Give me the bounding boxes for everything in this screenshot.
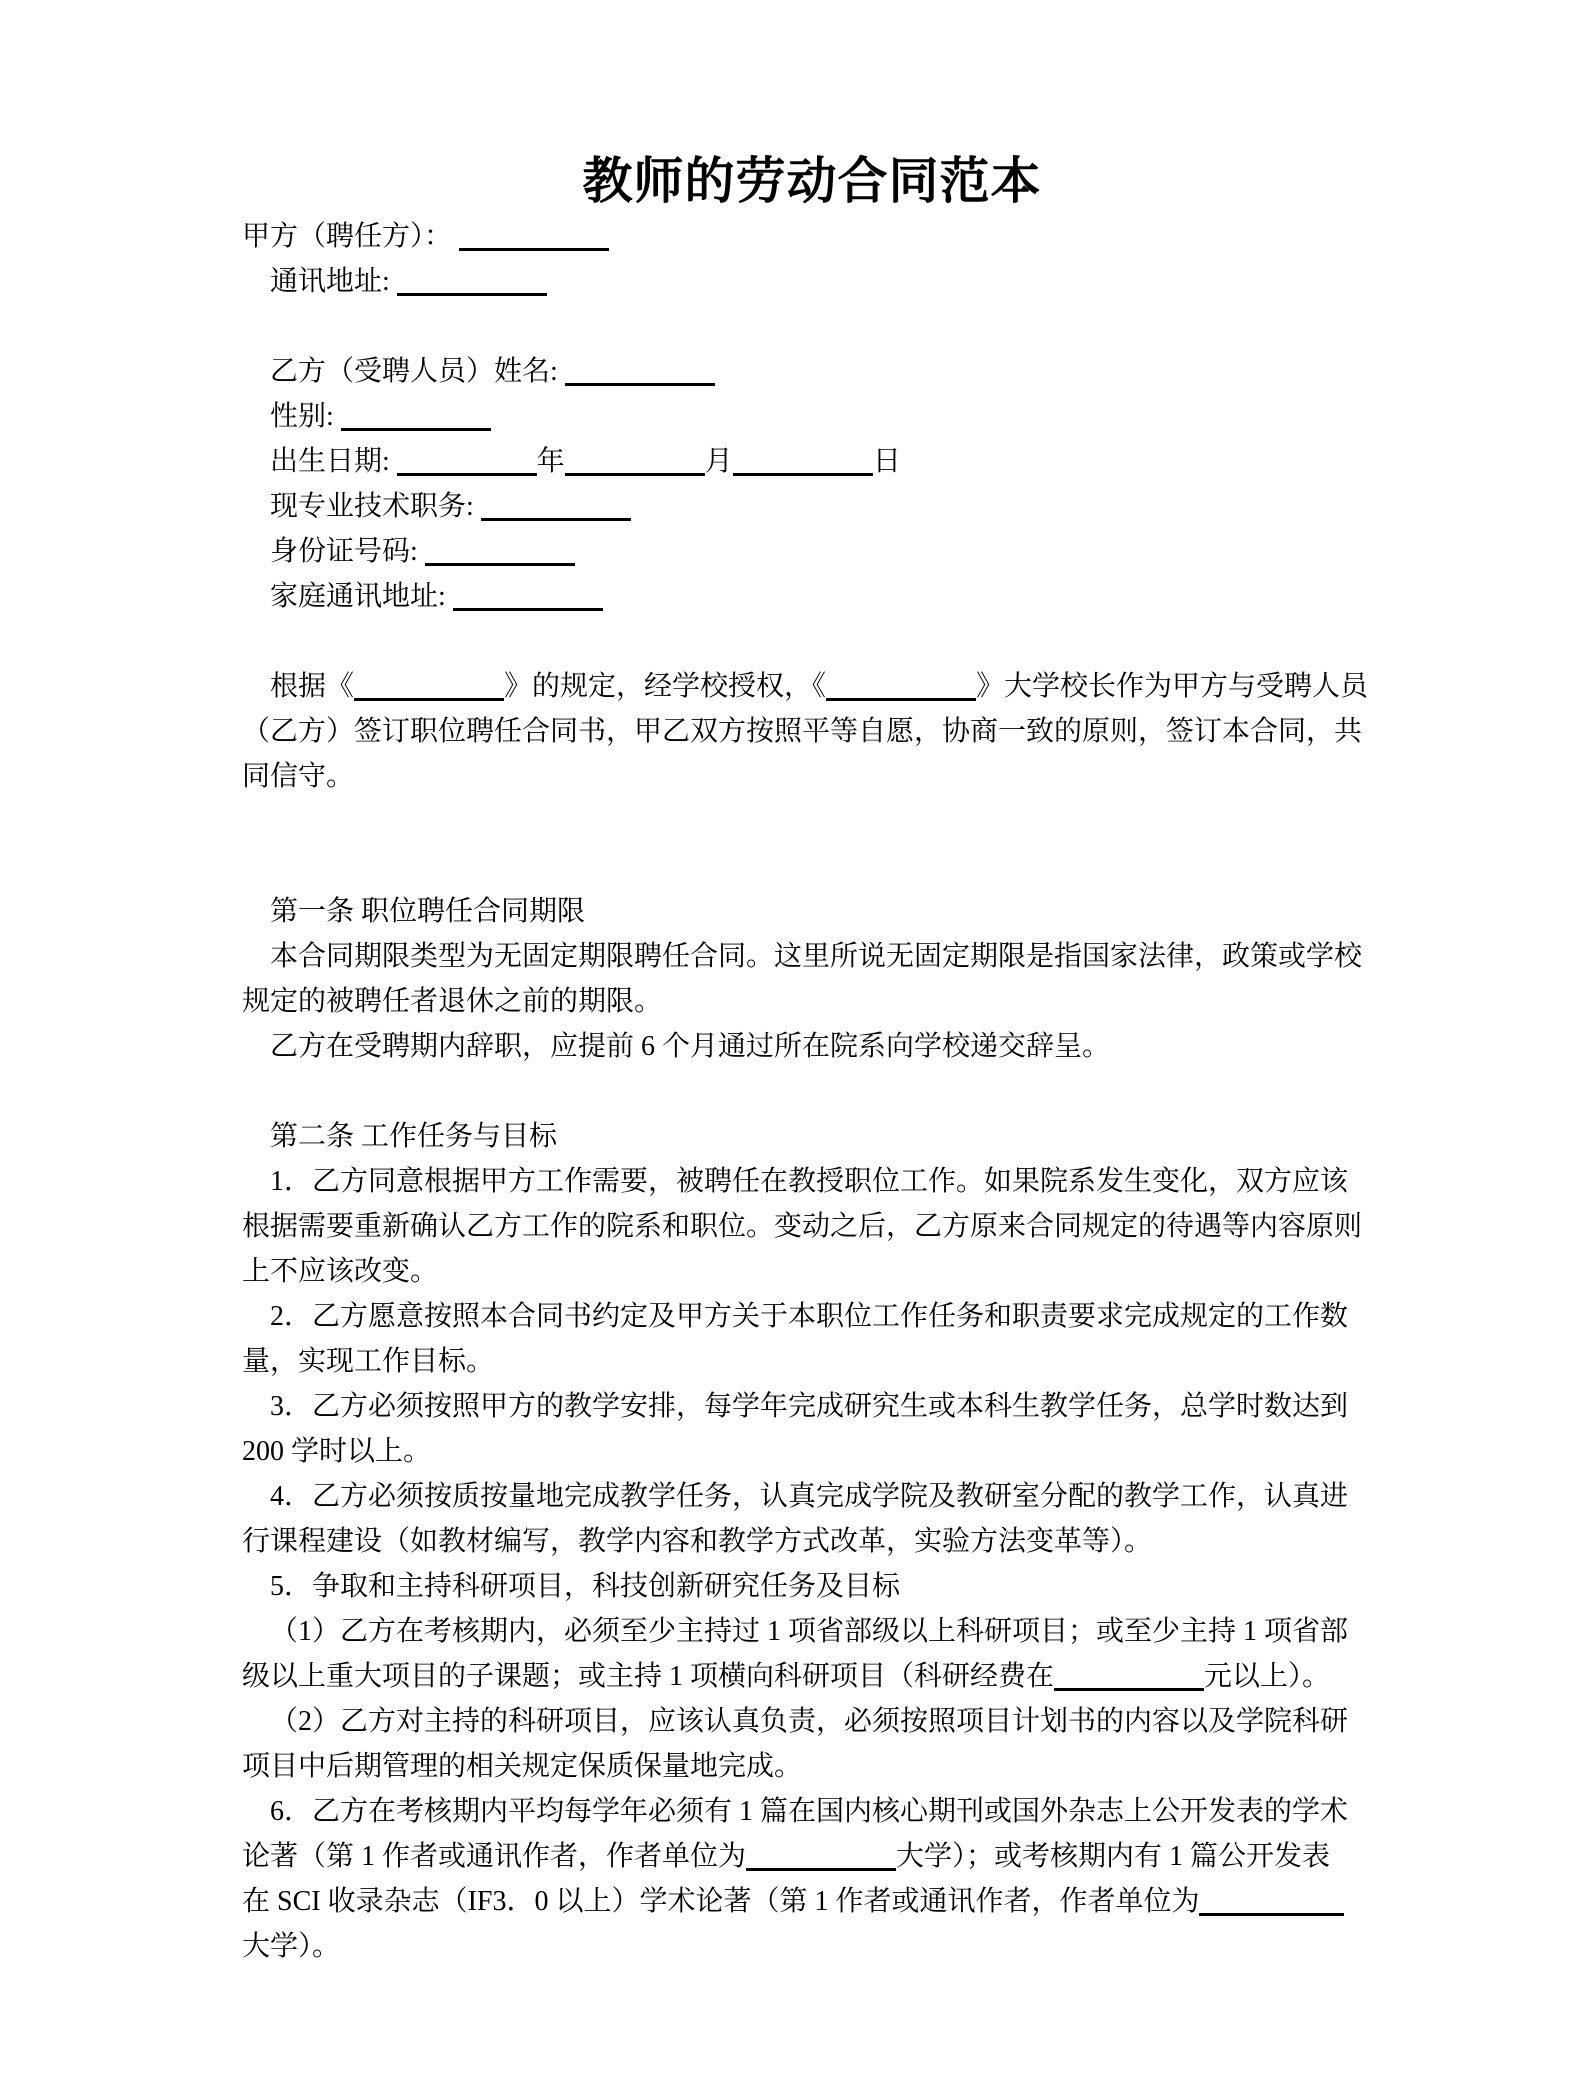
text-run: 1．乙方同意根据甲方工作需要，被聘任在教授职位工作。如果院系发生变化，双方应该 — [270, 1166, 1349, 1197]
text-line — [242, 664, 1382, 709]
text-line — [242, 259, 1382, 304]
text-line — [242, 484, 1382, 529]
text-run: 日 — [872, 446, 901, 477]
fill-in-blank-underline — [459, 216, 609, 251]
text-line — [242, 1294, 1382, 1339]
text-run: 》大学校长作为甲方与受聘人员 — [976, 671, 1369, 702]
text-run: 大学）。 — [242, 1931, 341, 1962]
text-run: 大学）；或考核期内有 1 篇公开发表 — [896, 1841, 1331, 1872]
blank-line — [242, 1069, 1382, 1114]
fill-in-blank-underline — [1199, 1881, 1344, 1916]
text-run: 6．乙方在考核期内平均每学年必须有 1 篇在国内核心期刊或国外杂志上公开发表的学术 — [270, 1796, 1349, 1827]
document-body — [242, 214, 1382, 1969]
text-line — [242, 529, 1382, 574]
fill-in-blank-underline — [425, 531, 575, 566]
text-run: 4．乙方必须按质按量地完成教学任务，认真完成学院及教研室分配的教学工作，认真进 — [270, 1481, 1349, 1512]
text-run: 根据《 — [270, 671, 355, 702]
text-run: 年 — [536, 446, 565, 477]
document-title: 教师的劳动合同范本 — [582, 153, 1042, 209]
text-run: 级以上重大项目的子课题；或主持 1 项横向科研项目（科研经费在 — [242, 1661, 1055, 1692]
text-run: 性别: — [270, 401, 341, 432]
text-run: 5．争取和主持科研项目，科技创新研究任务及目标 — [270, 1571, 901, 1602]
text-line — [242, 394, 1382, 439]
text-line — [242, 1744, 1382, 1789]
text-run: 现专业技术职务: — [270, 491, 481, 522]
text-line — [242, 1204, 1382, 1249]
text-line — [242, 439, 1382, 484]
text-line — [242, 709, 1382, 754]
text-run: 乙方（受聘人员）姓名: — [270, 356, 565, 387]
fill-in-blank-underline — [397, 261, 547, 296]
text-run: 元以上）。 — [1204, 1661, 1331, 1692]
text-run: 同信守。 — [242, 761, 355, 792]
text-line — [242, 1114, 1382, 1159]
text-line — [242, 1609, 1382, 1654]
text-line — [242, 889, 1382, 934]
fill-in-blank-underline — [565, 441, 705, 476]
text-run: （乙方）签订职位聘任合同书，甲乙双方按照平等自愿，协商一致的原则，签订本合同，共 — [242, 716, 1363, 747]
fill-in-blank-underline — [481, 486, 631, 521]
text-run: 》的规定，经学校授权，《 — [504, 671, 827, 702]
text-run: 出生日期: — [270, 446, 397, 477]
text-line — [242, 1789, 1382, 1834]
text-line — [242, 1519, 1382, 1564]
blank-line — [242, 304, 1382, 349]
text-line — [242, 574, 1382, 619]
text-line — [242, 1834, 1382, 1879]
text-run: 本合同期限类型为无固定期限聘任合同。这里所说无固定期限是指国家法律，政策或学校 — [270, 941, 1363, 972]
text-line — [242, 1249, 1382, 1294]
text-run: 在 SCI 收录杂志（IF3．0 以上）学术论著（第 1 作者或通讯作者，作者单位为 — [242, 1886, 1200, 1917]
text-line — [242, 1384, 1382, 1429]
text-line — [242, 1429, 1382, 1474]
fill-in-blank-underline — [397, 441, 537, 476]
text-line — [242, 1024, 1382, 1069]
text-line — [242, 349, 1382, 394]
text-run: 甲方（聘任方）： — [242, 221, 460, 252]
blank-line — [242, 844, 1382, 889]
text-run: 家庭通讯地址: — [270, 581, 453, 612]
text-run: 规定的被聘任者退休之前的期限。 — [242, 986, 663, 1017]
text-run: 项目中后期管理的相关规定保质保量地完成。 — [242, 1751, 803, 1782]
text-line — [242, 214, 1382, 259]
text-run: 根据需要重新确认乙方工作的院系和职位。变动之后，乙方原来合同规定的待遇等内容原则 — [242, 1211, 1363, 1242]
text-line — [242, 1159, 1382, 1204]
text-run: （1）乙方在考核期内，必须至少主持过 1 项省部级以上科研项目；或至少主持 1 项省部 — [270, 1616, 1349, 1647]
text-run: 行课程建设（如教材编写，教学内容和教学方式改革，实验方法变革等）。 — [242, 1526, 1153, 1557]
text-run: 上不应该改变。 — [242, 1256, 439, 1287]
text-run: 2．乙方愿意按照本合同书约定及甲方关于本职位工作任务和职责要求完成规定的工作数 — [270, 1301, 1349, 1332]
fill-in-blank-underline — [453, 576, 603, 611]
text-run: 乙方在受聘期内辞职，应提前 6 个月通过所在院系向学校递交辞呈。 — [270, 1031, 1111, 1062]
fill-in-blank-underline — [733, 441, 873, 476]
text-line — [242, 1699, 1382, 1744]
text-run: （2）乙方对主持的科研项目，应该认真负责，必须按照项目计划书的内容以及学院科研 — [270, 1706, 1349, 1737]
fill-in-blank-underline — [565, 351, 715, 386]
fill-in-blank-underline — [341, 396, 491, 431]
blank-line — [242, 619, 1382, 664]
text-line — [242, 1564, 1382, 1609]
fill-in-blank-underline — [826, 666, 976, 701]
fill-in-blank-underline — [354, 666, 504, 701]
text-run: 量，实现工作目标。 — [242, 1346, 495, 1377]
text-run: 第一条 职位聘任合同期限 — [270, 896, 586, 927]
text-run: 论著（第 1 作者或通讯作者，作者单位为 — [242, 1841, 747, 1872]
text-run: 3．乙方必须按照甲方的教学安排，每学年完成研究生或本科生教学任务，总学时数达到 — [270, 1391, 1349, 1422]
text-line — [242, 1474, 1382, 1519]
text-line — [242, 1879, 1382, 1924]
text-line — [242, 934, 1382, 979]
text-run: 200 学时以上。 — [242, 1436, 432, 1467]
text-line — [242, 1654, 1382, 1699]
fill-in-blank-underline — [746, 1836, 896, 1871]
text-run: 身份证号码: — [270, 536, 425, 567]
text-line — [242, 1339, 1382, 1384]
text-line — [242, 979, 1382, 1024]
text-line — [242, 1924, 1382, 1969]
text-line — [242, 754, 1382, 799]
fill-in-blank-underline — [1054, 1656, 1204, 1691]
text-run: 通讯地址: — [270, 266, 397, 297]
text-run: 月 — [704, 446, 733, 477]
blank-line — [242, 799, 1382, 844]
text-run: 第二条 工作任务与目标 — [270, 1121, 558, 1152]
